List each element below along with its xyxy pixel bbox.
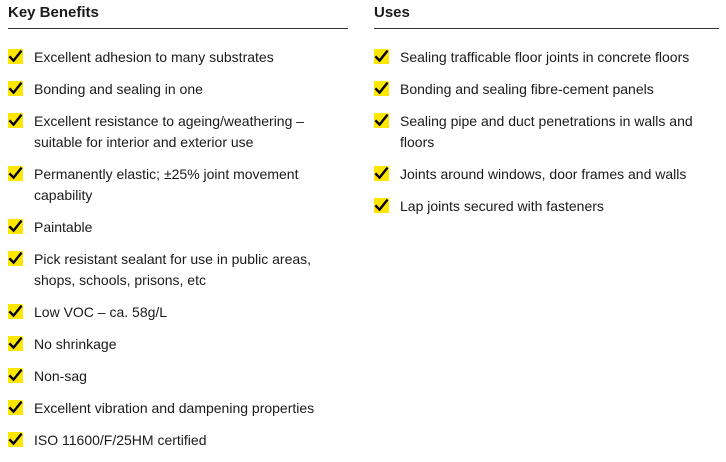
key-benefits-list [8,47,348,451]
list-item [374,196,719,217]
list-item-text: Bonding and sealing fibre-cement panels [400,81,654,97]
checkmark-icon [8,49,23,64]
list-item-text: Excellent adhesion to many substrates [34,49,274,65]
list-item-text: Bonding and sealing in one [34,81,203,97]
list-item-text: Non-sag [34,368,87,384]
checkmark-icon [374,166,389,181]
list-item [8,334,348,355]
list-item [8,164,348,206]
uses-heading: Uses [374,4,410,21]
list-item-text: Pick resistant sealant for use in public areas, shops, schools, prisons, etc [34,251,312,288]
list-item-text: Lap joints secured with fasteners [400,198,604,214]
list-item [8,217,348,238]
checkmark-icon [8,336,23,351]
list-item-text: ISO 11600/F/25HM certified [34,432,207,448]
list-item [374,47,719,68]
list-item [374,79,719,100]
list-item-text: Joints around windows, door frames and walls [400,166,687,182]
uses-column [374,0,719,228]
checkmark-icon [374,113,389,128]
uses-divider [374,28,719,29]
list-item [8,366,348,387]
checkmark-icon [8,304,23,319]
checkmark-icon [8,432,23,447]
list-item [8,111,348,153]
checkmark-icon [374,198,389,213]
checkmark-icon [8,368,23,383]
checkmark-icon [8,166,23,181]
list-item [8,249,348,291]
list-item-text: Low VOC – ca. 58g/L [34,304,168,320]
list-item [8,47,348,68]
list-item-text: Sealing trafficable floor joints in concrete floors [400,49,690,65]
key-benefits-divider [8,28,348,29]
list-item-text: Excellent vibration and dampening properties [34,400,315,416]
key-benefits-heading: Key Benefits [8,4,99,21]
checkmark-icon [374,81,389,96]
list-item [8,430,348,451]
list-item [374,111,719,153]
list-item-text: Permanently elastic; ±25% joint movement capability [34,166,299,203]
list-item [8,79,348,100]
list-item [374,164,719,185]
list-item-text: Sealing pipe and duct penetrations in walls and floors [400,113,693,150]
checkmark-icon [8,251,23,266]
list-item-text: Excellent resistance to ageing/weathering – suitable for interior and exterior use [34,113,305,150]
list-item [8,302,348,323]
list-item-text: Paintable [34,219,93,235]
checkmark-icon [374,49,389,64]
checkmark-icon [8,81,23,96]
list-item [8,398,348,419]
list-item-text: No shrinkage [34,336,117,352]
checkmark-icon [8,400,23,415]
key-benefits-column [8,0,348,462]
uses-list [374,47,719,217]
checkmark-icon [8,219,23,234]
checkmark-icon [8,113,23,128]
